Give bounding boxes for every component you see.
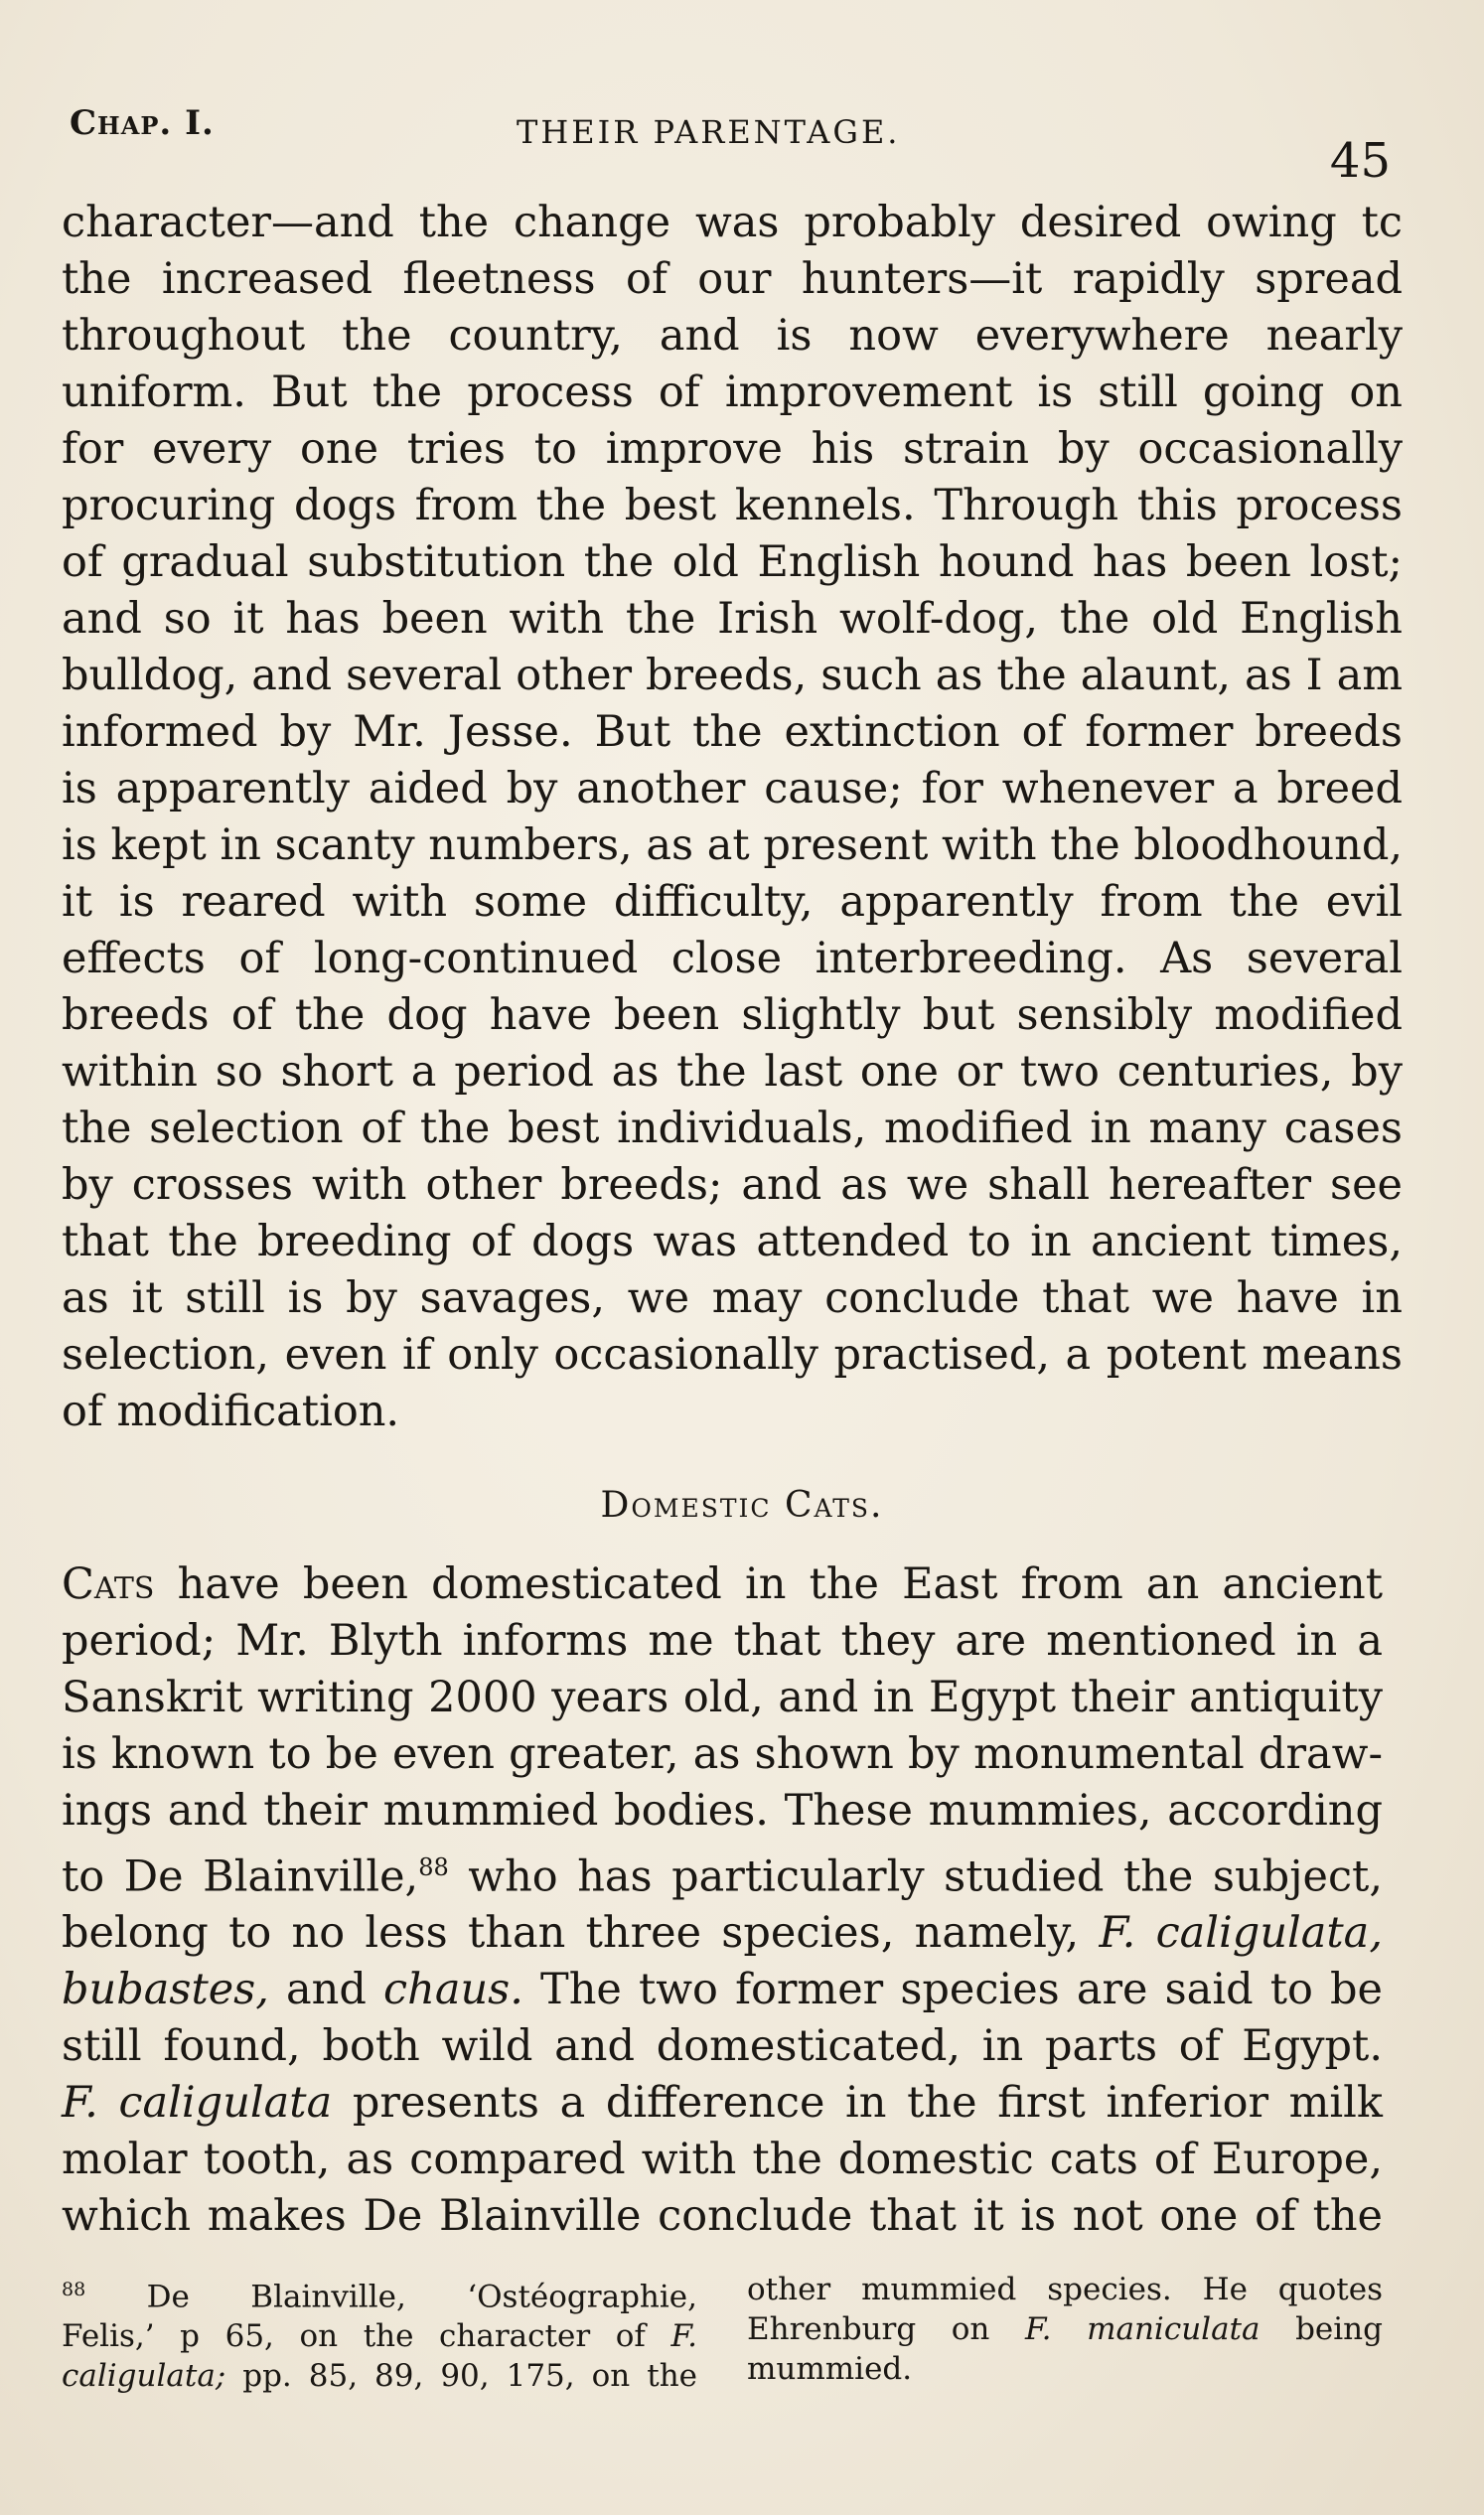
text-line: for every one tries to improve his strain by occasionally (62, 424, 1403, 474)
text-fragment: Felis,’ p 65, on the character of (62, 2318, 671, 2355)
text-line: effects of long-continued close interbreeding. As several (62, 934, 1403, 983)
text-line: selection, even if only occasionally practised, a potent means (62, 1330, 1403, 1380)
page-number: 45 (1329, 133, 1391, 189)
text-line: bulldog, and several other breeds, such as the alaunt, as I am (62, 651, 1403, 700)
text-line: the selection of the best individuals, modified in many cases (62, 1104, 1403, 1153)
footnote-number: 88 (62, 2279, 86, 2300)
footnote-line (62, 2270, 697, 2316)
text-line: of gradual substitution the old English hound has been lost; (62, 537, 1403, 587)
text-line (62, 1962, 1383, 2018)
chapter-label: Chap. I. (70, 103, 215, 143)
text-line: is kept in scanty numbers, as at present with the bloodhound, (62, 820, 1404, 870)
text-line: of modification. (62, 1387, 400, 1436)
species-name: F. maniculata (1024, 2311, 1261, 2347)
text-line: within so short a period as the last one or two centuries, by (62, 1047, 1403, 1097)
text-fragment: De Blainville, ‘Ostéographie, (85, 2279, 697, 2315)
page-header (70, 91, 1401, 189)
text-line (62, 2075, 1383, 2132)
text-line: the increased fleetness of our hunters—it rapidly spread (62, 254, 1403, 304)
text-line: period; Mr. Blyth informs me that they are mentioned in a (62, 1616, 1383, 1666)
text-fragment: who has particularly studied the subject, (448, 1851, 1383, 1902)
text-fragment: belong to no less than three species, namely, (62, 1908, 1100, 1959)
text-line: is known to be even greater, as shown by monumental draw- (62, 1729, 1383, 1779)
text-line: and so it has been with the Irish wolf-dog, the old English (62, 594, 1403, 644)
body-paragraph (62, 195, 1403, 1440)
text-fragment: The two former species are said to be (522, 1965, 1383, 2015)
footnote-line (747, 2309, 1383, 2349)
footnote-line: other mummied species. He quotes (747, 2272, 1383, 2307)
text-line: that the breeding of dogs was attended to in ancient times, (62, 1217, 1403, 1266)
species-name: chaus. (383, 1965, 523, 2015)
text-line: breeds of the dog have been slightly but sensibly modified (62, 990, 1403, 1040)
drop-word: Cats (62, 1559, 155, 1609)
footnote-line: mummied. (747, 2351, 913, 2387)
text-line: Sanskrit writing 2000 years old, and in Egypt their antiquity (62, 1673, 1383, 1722)
footnote-reference: 88 (418, 1853, 449, 1881)
text-line: as it still is by savages, we may conclude that we have in (62, 1273, 1403, 1323)
section-paragraph (62, 1556, 1383, 2245)
text-line: throughout the country, and is now everywhere nearly (62, 311, 1403, 361)
species-name: bubastes, (62, 1965, 269, 2015)
text-line: procuring dogs from the best kennels. Through this process (62, 481, 1403, 530)
text-fragment: being (1260, 2311, 1383, 2347)
section-heading: Domestic Cats. (600, 1485, 884, 1526)
text-line: which makes De Blainville conclude that it is not one of the (62, 2191, 1383, 2242)
text-line: by crosses with other breeds; and as we shall hereafter see (62, 1160, 1403, 1210)
text-line: ings and their mummied bodies. These mummies, according (62, 1786, 1383, 1836)
footnote-line (62, 2356, 697, 2396)
footnote-block (62, 2270, 1383, 2399)
footnote-line (62, 2316, 697, 2356)
footnote-column-left (62, 2270, 697, 2396)
text-line: is apparently aided by another cause; for whenever a breed (62, 764, 1403, 814)
text-line: character—and the change was probably desired owing tc (62, 198, 1403, 247)
text-line (62, 1840, 1383, 1905)
text-fragment: have been domesticated in the East from an ancient (154, 1559, 1383, 1609)
text-fragment: Ehrenburg on (747, 2311, 1025, 2347)
text-line: informed by Mr. Jesse. But the extinction of former breeds (62, 707, 1403, 757)
species-name: F. caligulata, (1099, 1908, 1383, 1959)
text-fragment: to De Blainville, (62, 1851, 419, 1902)
text-line: molar tooth, as compared with the domestic cats of Europe, (62, 2135, 1383, 2185)
text-fragment: pp. 85, 89, 90, 175, on the (225, 2358, 697, 2395)
text-line (62, 1905, 1383, 1962)
running-title: THEIR PARENTAGE. (517, 113, 901, 151)
text-line: uniform. But the process of improvement is still going on (62, 368, 1403, 417)
text-line: it is reared with some difficulty, apparently from the evil (62, 877, 1403, 927)
footnote-column-right (747, 2270, 1383, 2389)
text-fragment: and (268, 1965, 384, 2015)
species-name: F. caligulata (62, 2078, 333, 2129)
text-line (62, 1556, 1383, 1613)
species-name: caligulata; (62, 2358, 226, 2395)
text-fragment: presents a difference in the first inferior milk (332, 2078, 1383, 2129)
species-name: F. (670, 2318, 697, 2355)
text-line: still found, both wild and domesticated, in parts of Egypt. (62, 2021, 1383, 2072)
